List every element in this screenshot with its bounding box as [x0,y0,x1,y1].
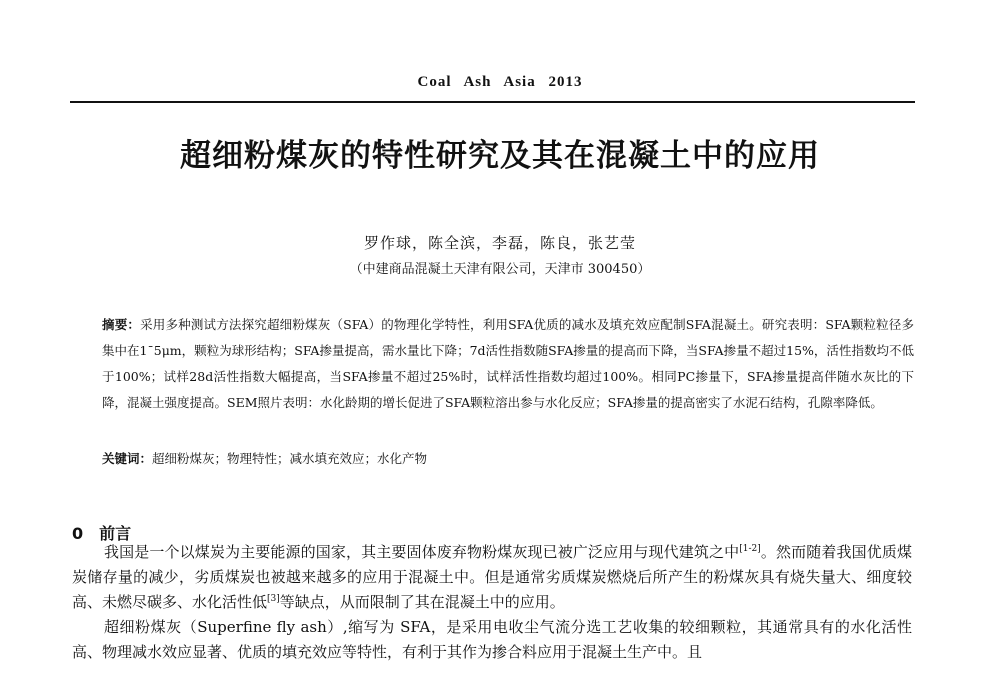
abstract-text: 采用多种测试方法探究超细粉煤灰（SFA）的物理化学特性，利用SFA优质的减水及填充效应配制SFA混凝土。研究表明：SFA颗粒粒径多集中在1¯5μm，颗粒为球形结构；SFA掺量提高，需水量比下降；7d活性指数随SFA掺量的提高而下降，当SFA掺量不超过15%，活性指数均不低于100%；试样28d活性指数大幅提高，当SFA掺量不超过25%时，试样活性指数均超过100%。相同PC掺量下，SFA掺量提高伴随水灰比的下降，混凝土强度提高。SEM照片表明：水化龄期的增长促进了SFA颗粒溶出参与水化反应；SFA掺量的提高密实了水泥石结构，孔隙率降低。 [102,317,914,410]
paragraph-2: 超细粉煤灰（Superfine fly ash）,缩写为 SFA，是采用电收尘气流分选工艺收集的较细颗粒，其通常具有的水化活性高、物理减水效应显著、优质的填充效应等特性，有利于其作为掺合料应用于混凝土生产中。且 [72,618,912,661]
affiliation: （中建商品混凝土天津有限公司，天津市 300450） [349,262,651,277]
p1-part-a: 我国是一个以煤炭为主要能源的国家，其主要固体废弃物粉煤灰现已被广泛应用与现代建筑之中 [104,543,740,561]
body-text [72,540,912,665]
abstract-label: 摘要： [102,317,141,332]
paragraph-1 [72,540,912,615]
authors: 罗作球，陈全滨，李磊，陈良，张艺莹 [363,234,636,252]
p1-part-b: 。然而随着我国优质煤炭储存量的减少，劣质煤炭也被越来越多的应用于混凝土中。但是通常劣质煤炭燃烧后所产生的粉煤灰具有烧失量大、细度较高、未燃尽碳多、水化活性低 [72,543,912,611]
keywords [102,448,914,470]
abstract [102,312,914,416]
paper-title: 超细粉煤灰的特性研究及其在混凝土中的应用 [180,138,820,174]
p1-part-c: 等缺点，从而限制了其在混凝土中的应用。 [279,593,565,611]
header-rule [70,101,915,103]
keywords-label: 关键词： [102,451,153,466]
section-title: 前言 [99,524,132,543]
citation-3: [3] [267,594,280,604]
section-number: 0 [72,524,84,543]
keywords-text: 超细粉煤灰；物理特性；减水填充效应；水化产物 [152,451,428,466]
citation-1-2: [1-2] [739,544,761,554]
journal-header: Coal Ash Asia 2013 [417,74,583,90]
